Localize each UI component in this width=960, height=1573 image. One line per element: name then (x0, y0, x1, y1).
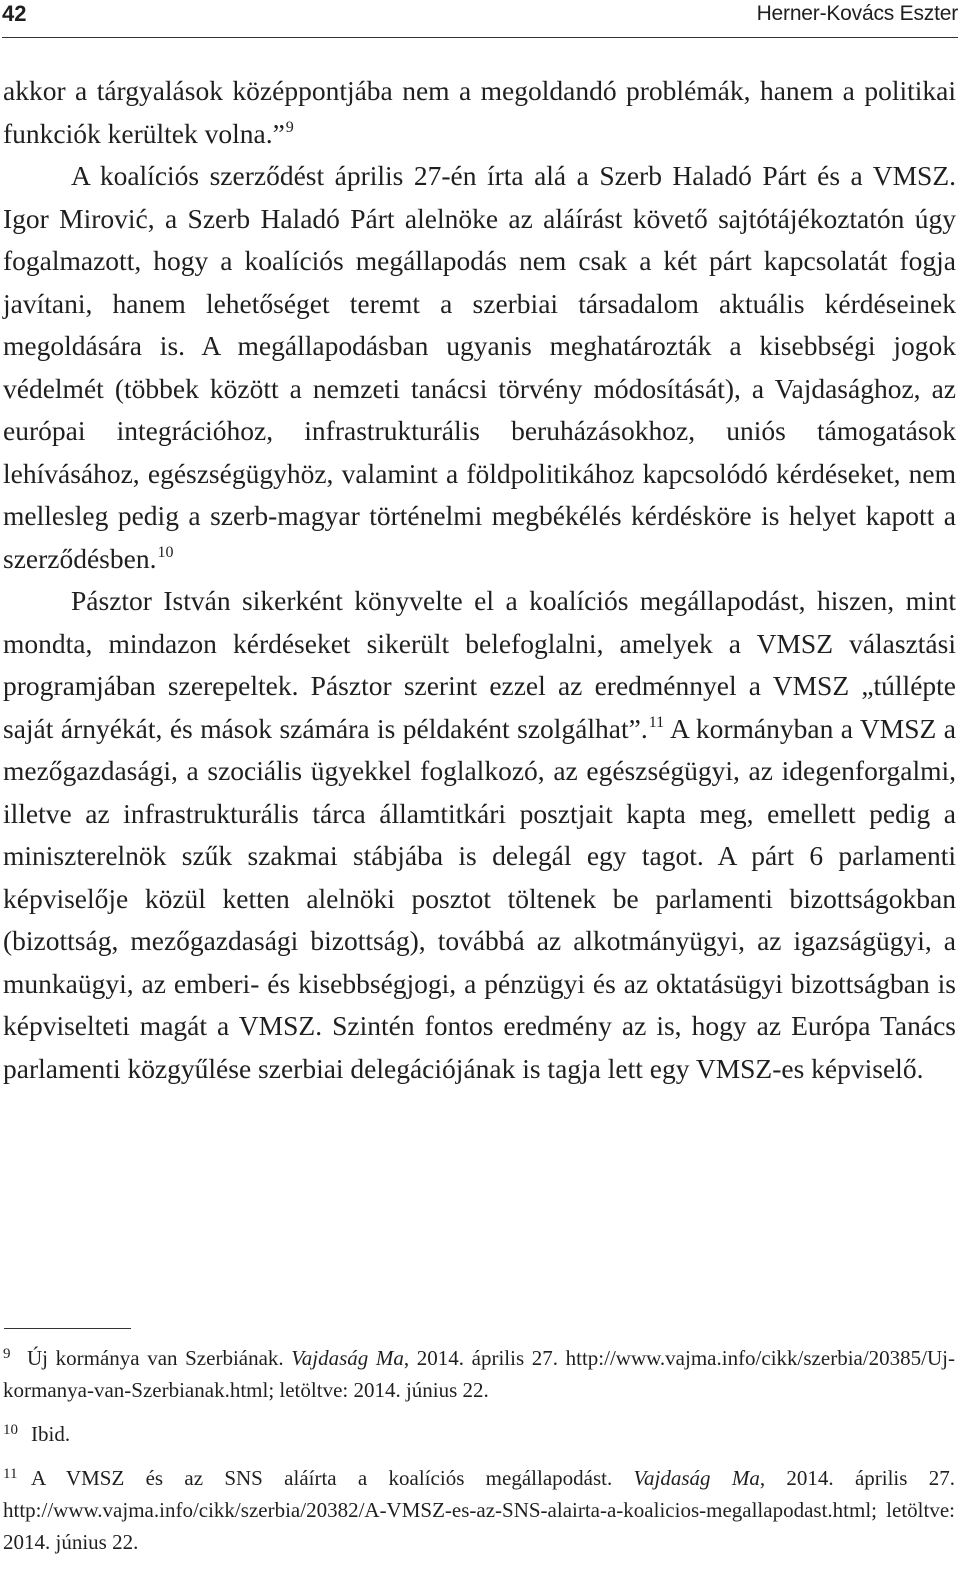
paragraph-1-text: akkor a tárgyalások középpontjába nem a megoldandó problémák, hanem a politikai funkciók kerültek volna.” (3, 75, 956, 149)
paragraph-3-text-b: A kormányban a VMSZ a mezőgazdasági, a szociális ügyekkel foglalkozó, az egészségügyi, az idegenforgalmi, illetve az infrastrukturális tárca államtitkári posztjait kapta meg, emellett pedig a miniszterelnök szűk szakmai stábjába is delegál egy tagot. A párt 6 parlamenti képviselője közül ketten alelnöki posztot töltenek be parlamenti bizottságokban (bizottság, mezőgazdasági bizottság), továbbá az alkotmányügyi, az igazságügyi, a munkaügyi, az emberi- és kisebbségjogi, a pénzügyi és az oktatásügyi bizottságban is képviselteti magát a VMSZ. Szintén fontos eredmény az is, hogy az Európa Tanács parlamenti közgyűlése szerbiai delegációjának is tagja lett egy VMSZ-es képviselő. (3, 712, 957, 1084)
footnote-ref-9[interactable]: 9 (285, 118, 294, 136)
footnote-9: 9 Új kormánya van Szerbiának. Vajdaság Ma, 2014. április 27. http://www.vajma.info/cikk/szerbia/20385/Uj-kormanya-van-Szerbianak.html; letöltve: 2014. június 22. (3, 1346, 956, 1402)
running-head-author: Herner-Kovács Eszter (756, 2, 958, 25)
footnote-link-text[interactable]: , 2014. április 27. http://www.vajma.info/cikk/szerbia/20385/Uj-kormanya-van-Szerbianak.html; letöltve: 2014. június 22. (3, 1346, 956, 1402)
paragraph-2 (3, 155, 956, 580)
footnotes (3, 1342, 955, 1570)
footnote-11: 11 A VMSZ és az SNS aláírta a koalíciós megállapodást. Vajdaság Ma, 2014. április 27. http://www.vajma.info/cikk/szerbia/20382/A-VMSZ-es-az-SNS-alairta-a-koalicios-megallapodast.html; letöltve: 2014. június 22. (3, 1466, 955, 1554)
footnote-link-text[interactable]: , 2014. április 27. http://www.vajma.info/cikk/szerbia/20382/A-VMSZ-es-az-SNS-alairta-a-koalicios-megallapodast.html; letöltve: 2014. június 22. (3, 1466, 955, 1554)
paragraph-3 (3, 580, 956, 1090)
page-number: 42 (2, 1, 27, 26)
footnote-text: Új kormánya van Szerbiának. (27, 1346, 292, 1370)
footnote-10: 10 Ibid. (3, 1422, 71, 1446)
running-head (2, 0, 958, 34)
paragraph-2-text: A koalíciós szerződést április 27-én írta alá a Szerb Haladó Párt és a VMSZ. Igor Mirović, a Szerb Haladó Párt alelnöke az aláírást követő sajtótájékoztatón úgy fogalmazott, hogy a koalíciós megállapodás nem csak a két párt kapcsolatát fogja javítani, hanem lehetőséget teremt a szerbiai társadalom aktuális kérdéseinek megoldására is. A megállapodásban ugyanis meghatározták a kisebbségi jogok védelmét (többek között a nemzeti tanácsi törvény módosítását), a Vajdasághoz, az európai integrációhoz, infrastrukturális beruházásokhoz, uniós támogatások lehívásához, egészségügyhöz, valamint a földpolitikához kapcsolódó kérdéseket, nem mellesleg pedig a szerb-magyar történelmi megbékélés kérdésköre is helyet kapott a szerződésben. (3, 160, 956, 574)
header-rule (2, 37, 958, 38)
footnote-source: Vajdaság Ma (633, 1466, 760, 1490)
footnote-source: Vajdaság Ma (291, 1346, 404, 1370)
paragraph-1 (3, 70, 956, 155)
footnote-ref-11[interactable]: 11 (648, 713, 665, 731)
footnote-text: A VMSZ és az SNS aláírta a koalíciós megállapodást. (31, 1466, 634, 1490)
paragraph-3-text-a: Pásztor István sikerként könyvelte el a koalíciós megállapodást, hiszen, mint mondta, mindazon kérdéseket sikerült belefoglalni, amelyek a VMSZ választási programjában szerepeltek. Pásztor szerint ezzel az eredménnyel a VMSZ „túllépte saját árnyékát, és mások számára is példaként szolgálhat”. (3, 585, 956, 744)
main-text (3, 70, 956, 1090)
footnote-text: Ibid. (31, 1422, 71, 1446)
footnote-separator (4, 1328, 131, 1329)
footnote-ref-10[interactable]: 10 (157, 543, 174, 561)
